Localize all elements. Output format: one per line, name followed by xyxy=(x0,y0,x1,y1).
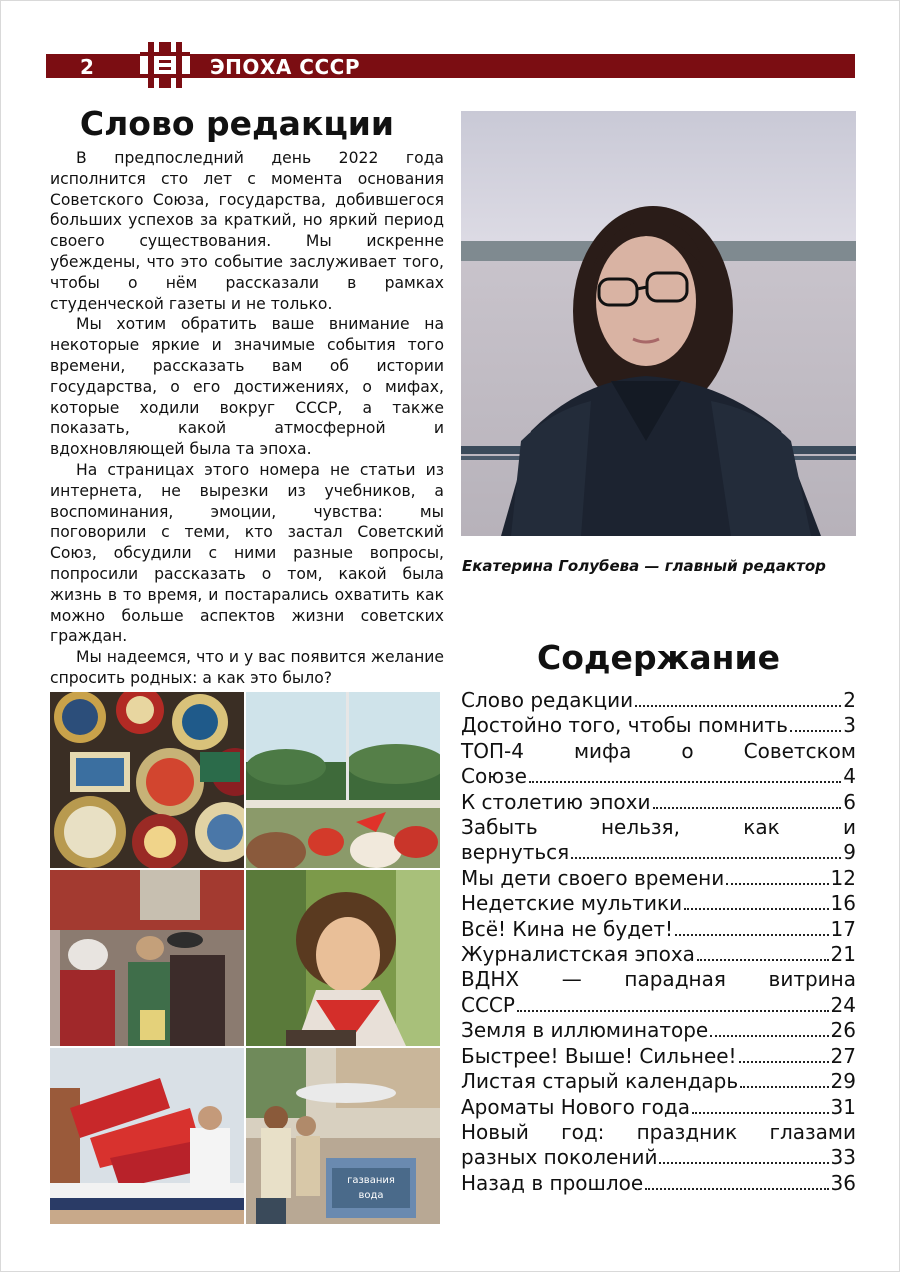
photo-collage xyxy=(50,692,440,1226)
contents-item-label: Новый год: праздник глазами xyxy=(461,1119,856,1144)
editorial-paragraph: Мы надеемся, что и у вас появится желание спросить родных: а как это было? xyxy=(50,648,444,687)
editorial-body xyxy=(50,148,444,689)
editorial-paragraph: В предпоследний день 2022 года исполнится сто лет с момента основания Советского Союза, государства, добившегося больших успехов за краткий, но яркий период своего существования. Мы искренне убеждены, что это событие заслуживает того, чтобы о нём рассказали в рамках студенческой газеты и не только. xyxy=(50,149,444,313)
contents-item-label: Слово редакции xyxy=(461,688,634,712)
contents-item[interactable] xyxy=(461,967,856,1018)
contents-item-page: 17 xyxy=(830,916,856,941)
dot-leader xyxy=(659,1162,828,1164)
editorial-paragraph: Мы хотим обратить ваше внимание на некоторые яркие и значимые события того времени, рассказать вам об истории государства, о его достижениях, о мифах, которые ходили вокруг СССР, а также показать, какой атмосферной и вдохновляющей была та эпоха. xyxy=(50,315,444,459)
dot-leader xyxy=(739,1061,829,1063)
contents-item-label: Журналистская эпоха xyxy=(461,942,695,967)
contents-item-label: Недетские мультики xyxy=(461,891,683,916)
dot-leader xyxy=(645,1188,828,1190)
contents-item-page: 6 xyxy=(843,789,856,814)
contents-item-page: 2 xyxy=(843,688,856,712)
contents-item-page: 36 xyxy=(830,1170,856,1195)
contents-item[interactable] xyxy=(461,1069,856,1094)
contents-item[interactable] xyxy=(461,1120,856,1171)
contents-item-label: Земля в иллюминаторе xyxy=(461,1018,709,1043)
contents-item-page: 24 xyxy=(830,992,856,1017)
contents-item-label: К столетию эпохи xyxy=(461,789,651,814)
dot-leader xyxy=(692,1112,829,1114)
contents-item-label-continued: СССР xyxy=(461,992,515,1017)
contents-item[interactable] xyxy=(461,891,856,916)
photo-girl-portrait xyxy=(246,870,440,1046)
dot-leader xyxy=(653,807,842,809)
dot-leader xyxy=(571,857,841,859)
contents-item-label-continued: разных поколений xyxy=(461,1145,658,1170)
contents-item-page: 16 xyxy=(830,891,856,916)
contents-item-label: ВДНХ — парадная витрина xyxy=(461,967,856,992)
contents-item-page: 33 xyxy=(830,1145,856,1170)
dot-leader xyxy=(684,908,828,910)
photo-pioneer-parade xyxy=(50,1048,244,1224)
contents-item-page: 4 xyxy=(843,764,856,789)
contents-item[interactable] xyxy=(461,1095,856,1120)
contents-item[interactable] xyxy=(461,815,856,866)
contents-item-label: Достойно того, чтобы помнить xyxy=(461,713,788,738)
photo-soda-vending xyxy=(246,1048,440,1224)
contents-item-label: Быстрее! Выше! Сильнее! xyxy=(461,1043,737,1068)
dot-leader xyxy=(529,781,841,783)
contents-list xyxy=(461,688,856,1196)
contents-item-page: 26 xyxy=(830,1018,856,1043)
contents-item-page: 27 xyxy=(830,1043,856,1068)
contents-item-label: Назад в прошлое xyxy=(461,1170,644,1195)
photo-tin-boxes xyxy=(50,692,244,868)
contents-item[interactable] xyxy=(461,688,856,713)
magazine-logo xyxy=(140,42,190,88)
contents-item-label-continued: вернуться xyxy=(461,840,570,865)
contents-item[interactable] xyxy=(461,739,856,790)
contents-title: Содержание xyxy=(537,638,780,677)
photo-pioneer-rally xyxy=(246,692,440,868)
contents-item[interactable] xyxy=(461,713,856,738)
dot-leader xyxy=(790,730,841,732)
contents-item-label: Забыть нельзя, как и xyxy=(461,815,856,840)
contents-item-page: 21 xyxy=(830,942,856,967)
contents-item[interactable] xyxy=(461,1044,856,1069)
dot-leader xyxy=(675,934,829,936)
dot-leader xyxy=(697,959,829,961)
contents-item[interactable] xyxy=(461,917,856,942)
vending-cart-text: газвания xyxy=(347,1175,395,1186)
contents-item[interactable] xyxy=(461,1018,856,1043)
photo-family-winter xyxy=(50,870,244,1046)
vending-cart-text: вода xyxy=(358,1190,384,1201)
editor-photo xyxy=(461,111,856,536)
contents-item-label-continued: Союзе xyxy=(461,764,527,789)
contents-item[interactable] xyxy=(461,790,856,815)
dot-leader xyxy=(726,883,828,885)
editorial-title: Слово редакции xyxy=(79,104,395,143)
magazine-title: ЭПОХА СССР xyxy=(210,55,360,79)
contents-item-page: 31 xyxy=(830,1094,856,1119)
editor-caption: Екатерина Голубева — главный редактор xyxy=(462,557,826,575)
dot-leader xyxy=(710,1035,828,1037)
contents-item-label: ТОП-4 мифа о Советском xyxy=(461,738,856,763)
contents-item-page: 9 xyxy=(843,840,856,865)
contents-item-label: Ароматы Нового года xyxy=(461,1094,690,1119)
contents-item-label: Мы дети своего времени xyxy=(461,865,725,890)
contents-item-page: 3 xyxy=(843,713,856,738)
contents-item-label: Всё! Кина не будет! xyxy=(461,916,673,941)
contents-item[interactable] xyxy=(461,866,856,891)
contents-item[interactable] xyxy=(461,942,856,967)
dot-leader xyxy=(635,705,841,707)
editorial-paragraph: На страницах этого номера не статьи из интернета, не вырезки из учебников, а воспоминания, эмоции, чувства: мы поговорили с теми, кто застал Советский Союз, обсудили с ними разные вопросы, попросили рассказать о том, какой была жизнь в то время, и постарались охватить как можно больше аспектов жизни советских граждан. xyxy=(50,460,444,646)
contents-item-label: Листая старый календарь xyxy=(461,1069,739,1094)
dot-leader xyxy=(517,1010,829,1012)
contents-item-page: 29 xyxy=(830,1069,856,1094)
contents-item[interactable] xyxy=(461,1171,856,1196)
contents-item-page: 12 xyxy=(830,865,856,890)
dot-leader xyxy=(740,1086,828,1088)
page-number: 2 xyxy=(80,55,94,79)
